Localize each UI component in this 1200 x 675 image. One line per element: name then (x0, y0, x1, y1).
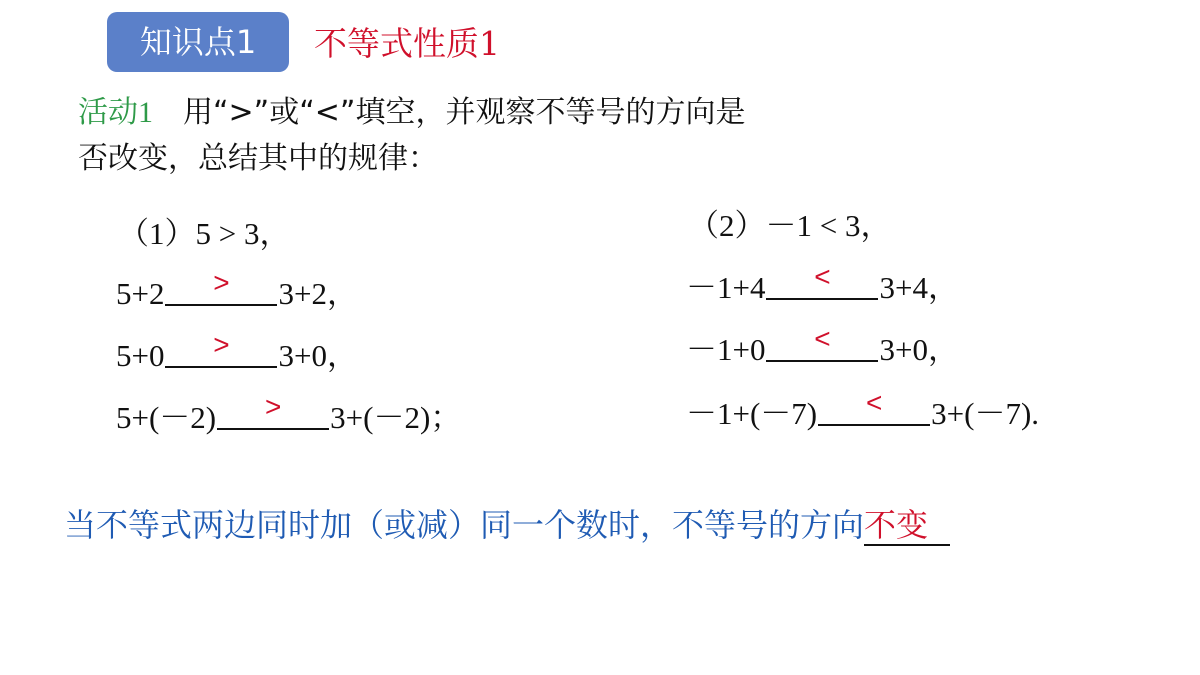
answer-blank[interactable] (217, 391, 329, 430)
answer-blank[interactable] (165, 267, 277, 306)
right-group-title: （2）－1 < 3， (688, 208, 892, 243)
answer-blank[interactable] (766, 323, 878, 362)
activity-label: 活动1 (78, 96, 153, 129)
instruction-text: 用“>”或“<”填空，并观察不等号的方向是 (183, 95, 746, 130)
answer-symbol: < (865, 387, 883, 418)
knowledge-point-badge: 知识点1 (107, 12, 289, 72)
expression-left: －1+0 (686, 332, 766, 367)
conclusion-text: 当不等式两边同时加（或减）同一个数时，不等号的方向 (64, 506, 865, 544)
expression-left: 5+2 (116, 276, 165, 311)
answer-symbol: > (213, 329, 230, 360)
conclusion-statement (64, 503, 950, 547)
activity-instruction-line2: 否改变，总结其中的规律： (78, 141, 438, 176)
activity-instruction-line1 (78, 92, 745, 134)
expression-right: 3+4， (879, 270, 959, 305)
expression-right: 3+0， (278, 338, 358, 373)
expression-right: 3+(－7). (931, 396, 1040, 431)
answer-symbol: > (213, 267, 230, 298)
conclusion-answer: 不变 (864, 506, 929, 544)
left-exercise-row (116, 329, 358, 376)
expression-left: －1+(－7) (686, 396, 818, 431)
right-exercise-row (686, 323, 959, 370)
expression-left: 5+0 (116, 338, 165, 373)
answer-blank[interactable] (766, 261, 878, 300)
expression-left: －1+4 (686, 270, 766, 305)
conclusion-blank[interactable] (864, 506, 950, 546)
right-exercise-row (686, 261, 959, 308)
left-exercise-row (116, 267, 358, 314)
topic-title: 不等式性质1 (314, 24, 500, 63)
right-exercise-row (686, 387, 1040, 434)
answer-blank[interactable] (818, 387, 930, 426)
left-group-title: （1）5 > 3， (118, 216, 291, 251)
answer-symbol: > (264, 391, 282, 422)
expression-right: 3+0， (879, 332, 959, 367)
expression-right: 3+2， (278, 276, 358, 311)
expression-left: 5+(－2) (116, 400, 217, 435)
answer-symbol: < (814, 323, 831, 354)
expression-right: 3+(－2)； (330, 400, 462, 435)
answer-symbol: < (814, 261, 831, 292)
left-exercise-row (116, 391, 462, 438)
answer-blank[interactable] (165, 329, 277, 368)
